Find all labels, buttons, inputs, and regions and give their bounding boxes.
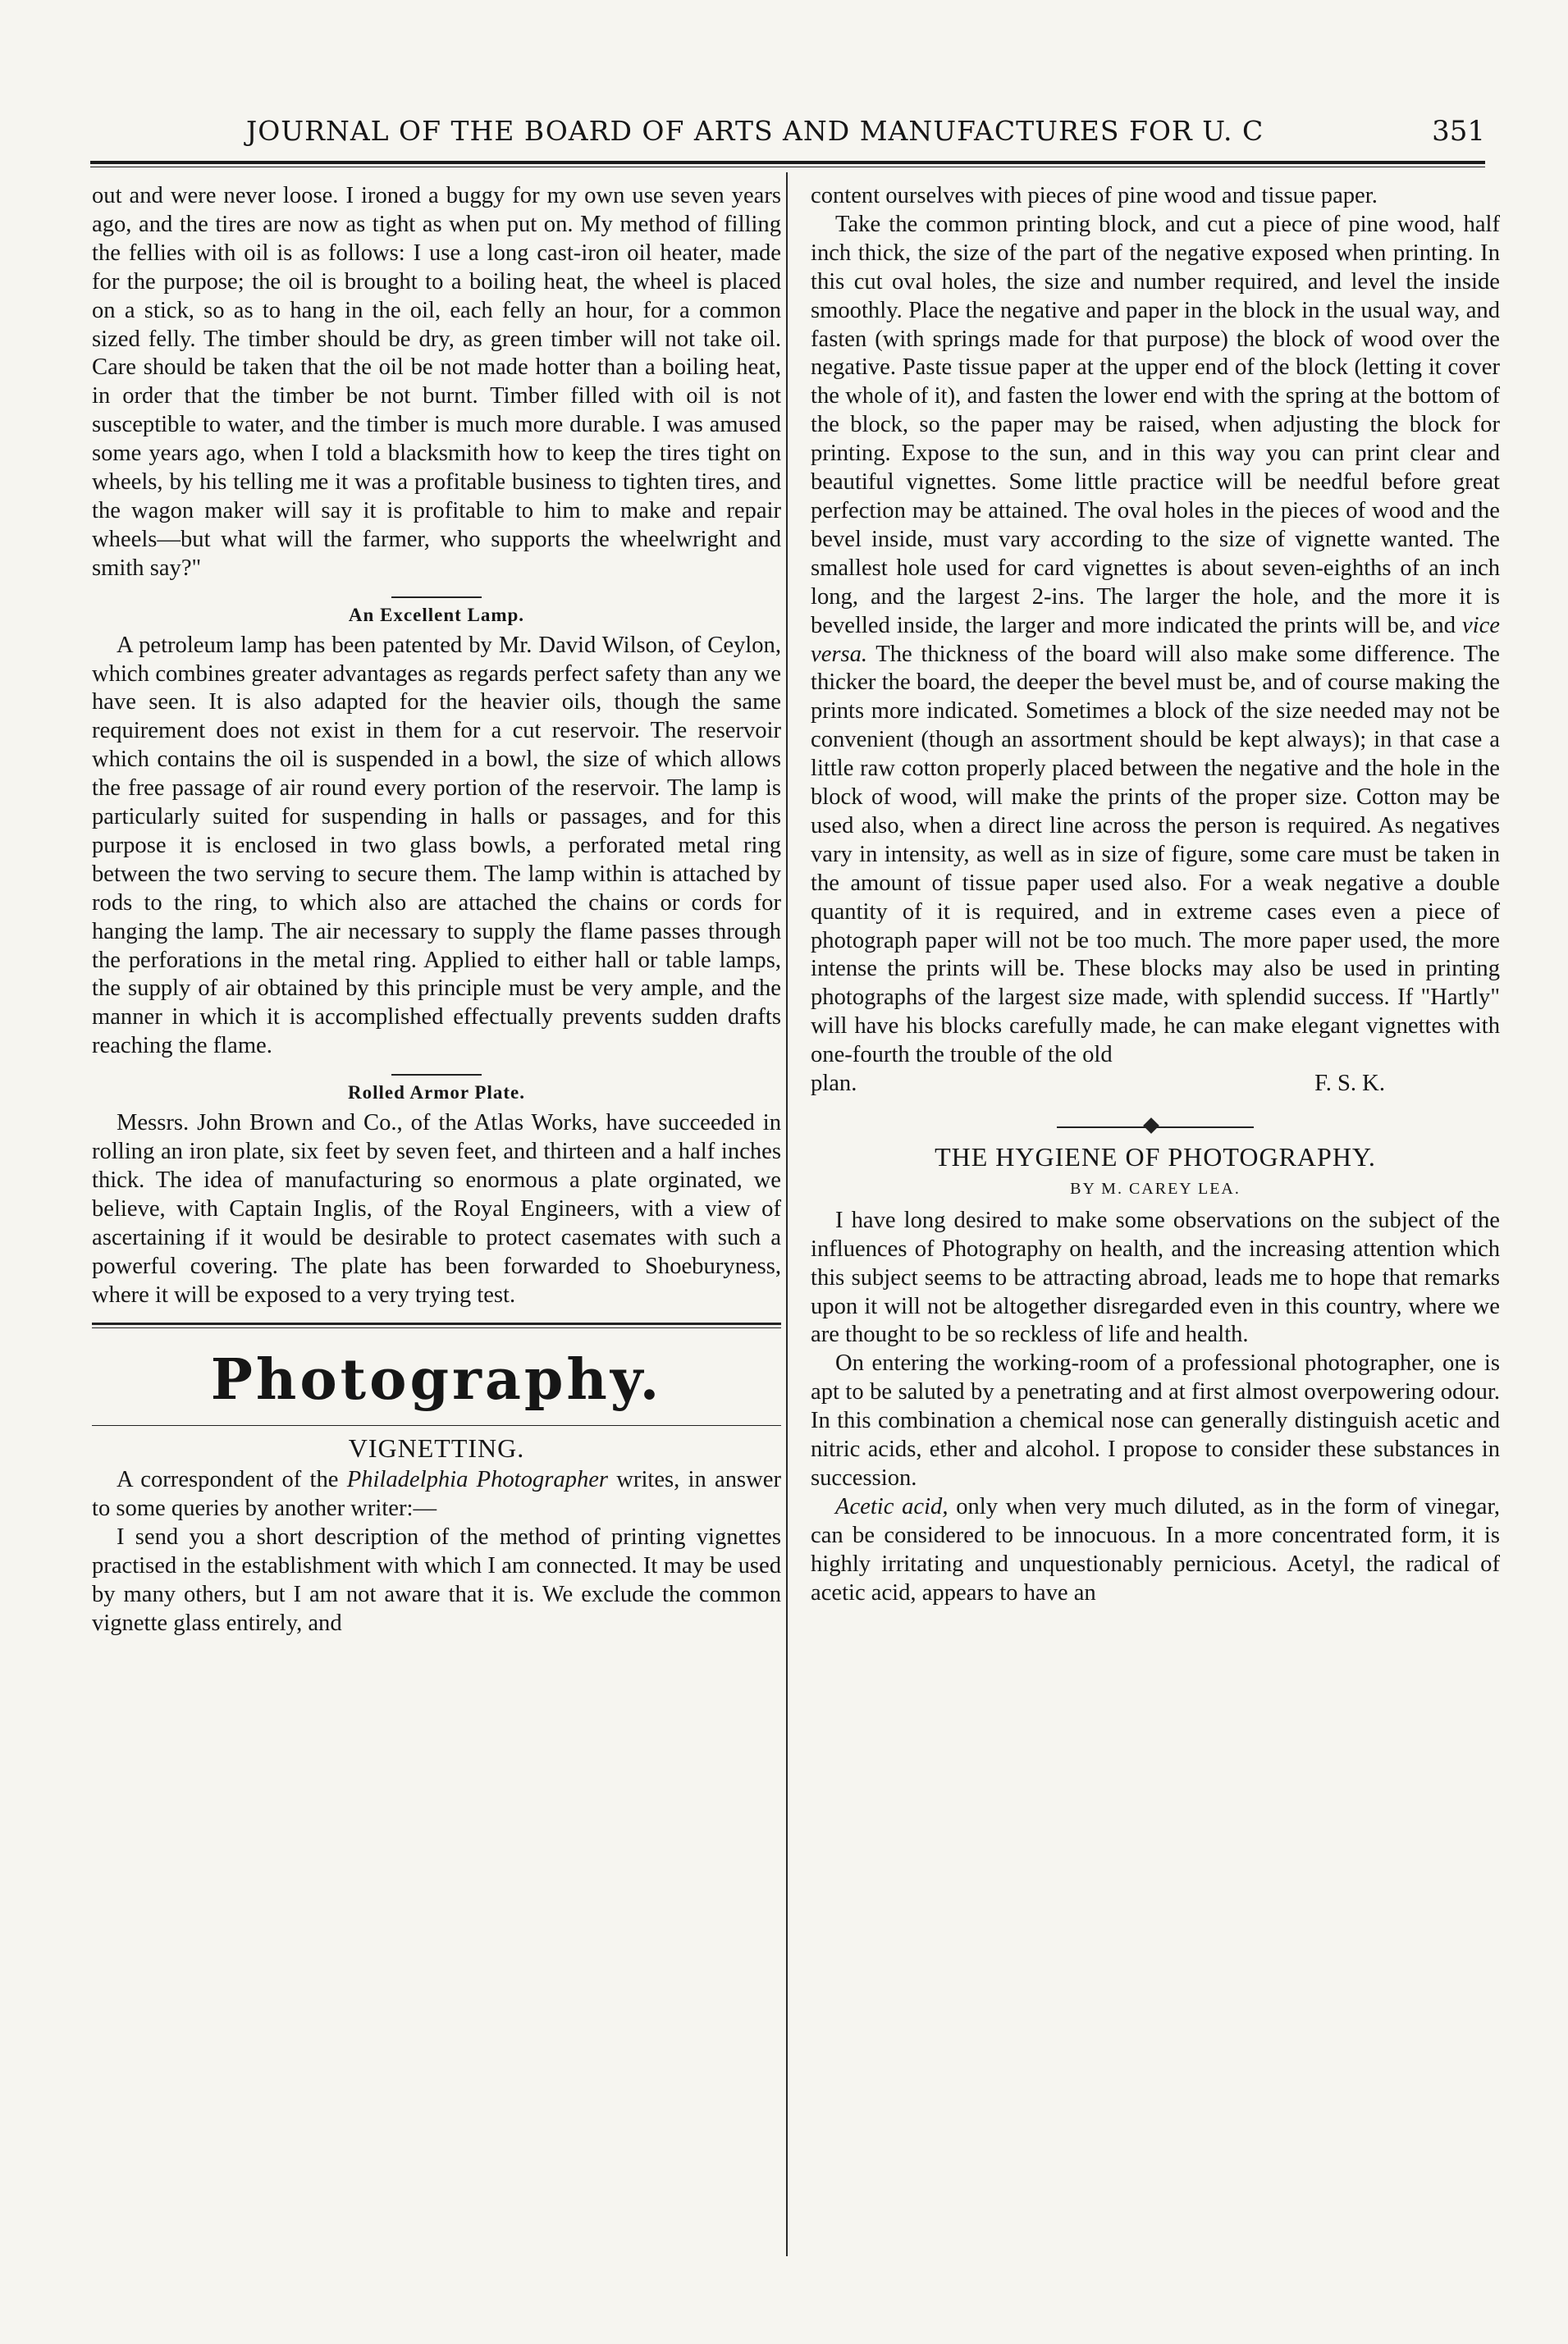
ornament-divider bbox=[1057, 1126, 1254, 1128]
armor-heading: Rolled Armor Plate. bbox=[348, 1082, 525, 1103]
armor-article: Messrs. John Brown and Co., of the Atlas Works, have succeeded in rolling an iron plate, six feet by seven feet, and thirteen and a half inches thick. The idea of manufacturing so enormous a plate orginated, we believe, with Captain Inglis, of the Royal Engineers, with a view of ascertaining if it would be desirable to protect casemates with such a powerful covering. The plate has been forwarded to Shoeburyness, where it will be exposed to a very trying test. bbox=[92, 1110, 781, 1308]
page-number: 351 bbox=[1432, 115, 1485, 148]
wheel-article-continuation: out and were never loose. I ironed a buggy for my own use seven years ago, and the tires are now as tight as when put on. My method of filling the fellies with oil is as follows: I use a long cast-iron oil heater, made for the purpose; the oil is brought to a boiling heat, the wheel is placed on a stick, so as to hang in the oil, each felly an hour, for a common sized felly. The timber should be dry, as green timber will not take oil. Care should be taken that the oil be not made hotter than a boiling heat, in order that the timber be not burnt. Timber filled with oil is not susceptible to water, and the timber is much more durable. I was amused some years ago, when I told a blacksmith how to keep the tires tight on wheels, by his telling me it was a profitable business to tighten tires, and the wagon maker will say it is profitable to him to make and repair wheels—but what will the farmer, who supports the wheelwright and smith say?" bbox=[92, 183, 781, 581]
header-rule bbox=[90, 161, 1485, 164]
vignetting-method: Take the common printing block, and cut a piece of pine wood, half inch thick, the size of the part of the negative exposed when printing. In this cut oval holes, the size and number required, and level the inside smoothly. Place the negative and paper in the block in the usual way, and fasten (with springs made for that purpose) the block of wood over the negative. Paste tissue paper at the upper end of the block (letting it cover the whole of it), and fasten the lower end with the spring at the bottom of the block, so the paper may be raised, when adjusting the block for printing. Expose to the sun, and in this way you can print clear and beautiful vignettes. Some little practice will be needful before great perfection may be attained. The oval holes in the pieces of wood and the bevel inside, must vary according to the size of vignette wanted. The smallest hole used for card vignettes is about seven-eighths of an inch long, and the largest 2-ins. The larger the hole, and the more it is bevelled inside, the larger and more indicated the prints will be, and vice versa. The thickness of the board will also make some difference. The thicker the board, the deeper the bevel must be, and of course making the prints more indicated. Sometimes a block of the size needed may not be convenient (though an assortment should be kept always); in that case a little raw cotton properly placed between the negative and the hole in the block of wood, will make the prints of the proper size. Cotton may be used also, when a direct line across the person is required. As negatives vary in intensity, as well as in size of figure, some care must be taken in the amount of tissue paper used also. For a weak negative a double quantity of it is required, and in extreme cases even a piece of photograph paper will not be too much. The more paper used, the more intense the prints will be. These blocks may also be used in printing photographs of the largest size made, with splendid success. If "Hartly" will have his blocks carefully made, he can make elegant vignettes with one-fourth the trouble of the old bbox=[811, 211, 1500, 1068]
lamp-heading: An Excellent Lamp. bbox=[348, 604, 525, 625]
journal-title: JOURNAL OF THE BOARD OF ARTS AND MANUFACTURES FOR U. C bbox=[246, 115, 1264, 147]
section-title-rule bbox=[92, 1425, 781, 1426]
author-signature: F. S. K. bbox=[1314, 1071, 1385, 1097]
hygiene-paragraph-2: On entering the working-room of a professional photographer, one is apt to be saluted by a penetrating and at first almost overpowering odour. In this combination a chemical nose can generally distinguish acetic and nitric acids, ether and alcohol. I propose to consider these substances in succession. bbox=[811, 1350, 1500, 1491]
right-column bbox=[811, 182, 1500, 1608]
left-column bbox=[92, 182, 781, 1638]
vignetting-continuation: content ourselves with pieces of pine wood and tissue paper. bbox=[811, 183, 1378, 208]
section-double-rule bbox=[92, 1323, 781, 1328]
hygiene-paragraph-1: I have long desired to make some observations on the subject of the influences of Photography on health, and the increasing attention which this subject seems to be attracting abroad, leads me to hope that remarks upon it will not be altogether disregarded even in this country, where we are thought to be so reckless of life and health. bbox=[811, 1207, 1500, 1348]
vignetting-heading: VIGNETTING. bbox=[348, 1433, 525, 1464]
vignetting-letter: I send you a short description of the method of printing vignettes practised in the establishment with which I am connected. It may be used by many others, but I am not aware that it is. We exclude the common vignette glass entirely, and bbox=[92, 1524, 781, 1636]
lamp-article: A petroleum lamp has been patented by Mr. David Wilson, of Ceylon, which combines greater advantages as regards perfect safety than any we have seen. It is also adapted for the heavier oils, though the same requirement does not exist in them for a cut reservoir. The reservoir which contains the oil is suspended in a bowl, the size of which allows the free passage of air round every portion of the reservoir. The lamp is particularly suited for suspending in halls or passages, and for this purpose it is enclosed in two glass bowls, a perforated metal ring between the two serving to secure them. The lamp within is attached by rods to the ring, to which also are attached the chains or cords for hanging the lamp. The air necessary to supply the flame passes through the perforations in the metal ring. Applied to either hall or table lamps, the supply of air obtained by this principle must be very ample, and the manner in which it is accomplished effectually prevents sudden drafts reaching the flame. bbox=[92, 632, 781, 1059]
vice-versa: vice versa. bbox=[811, 612, 1500, 667]
column-divider bbox=[786, 172, 788, 2256]
section-title-photography: Photography. bbox=[210, 1347, 663, 1414]
running-header bbox=[90, 115, 1485, 161]
hygiene-heading: THE HYGIENE OF PHOTOGRAPHY. bbox=[935, 1142, 1376, 1172]
section-rule bbox=[391, 1074, 482, 1076]
acetic-acid-term: Acetic acid, bbox=[835, 1493, 949, 1519]
hygiene-paragraph-3: Acetic acid, only when very much diluted, as in the form of vinegar, can be considered to be innocuous. In a more concentrated form, it is highly irritating and unquestionably pernicious. Acetyl, the radical of acetic acid, appears to have an bbox=[811, 1493, 1500, 1606]
vignetting-closing: plan. F. S. K. bbox=[811, 1070, 1500, 1099]
vignetting-intro: A correspondent of the Philadelphia Photographer writes, in answer to some queries by another writer:— bbox=[92, 1467, 781, 1522]
diamond-ornament-icon bbox=[1143, 1117, 1159, 1134]
publication-name: Philadelphia Photographer bbox=[346, 1467, 609, 1493]
hygiene-byline: BY M. CAREY LEA. bbox=[1070, 1179, 1241, 1198]
section-rule bbox=[391, 596, 482, 598]
